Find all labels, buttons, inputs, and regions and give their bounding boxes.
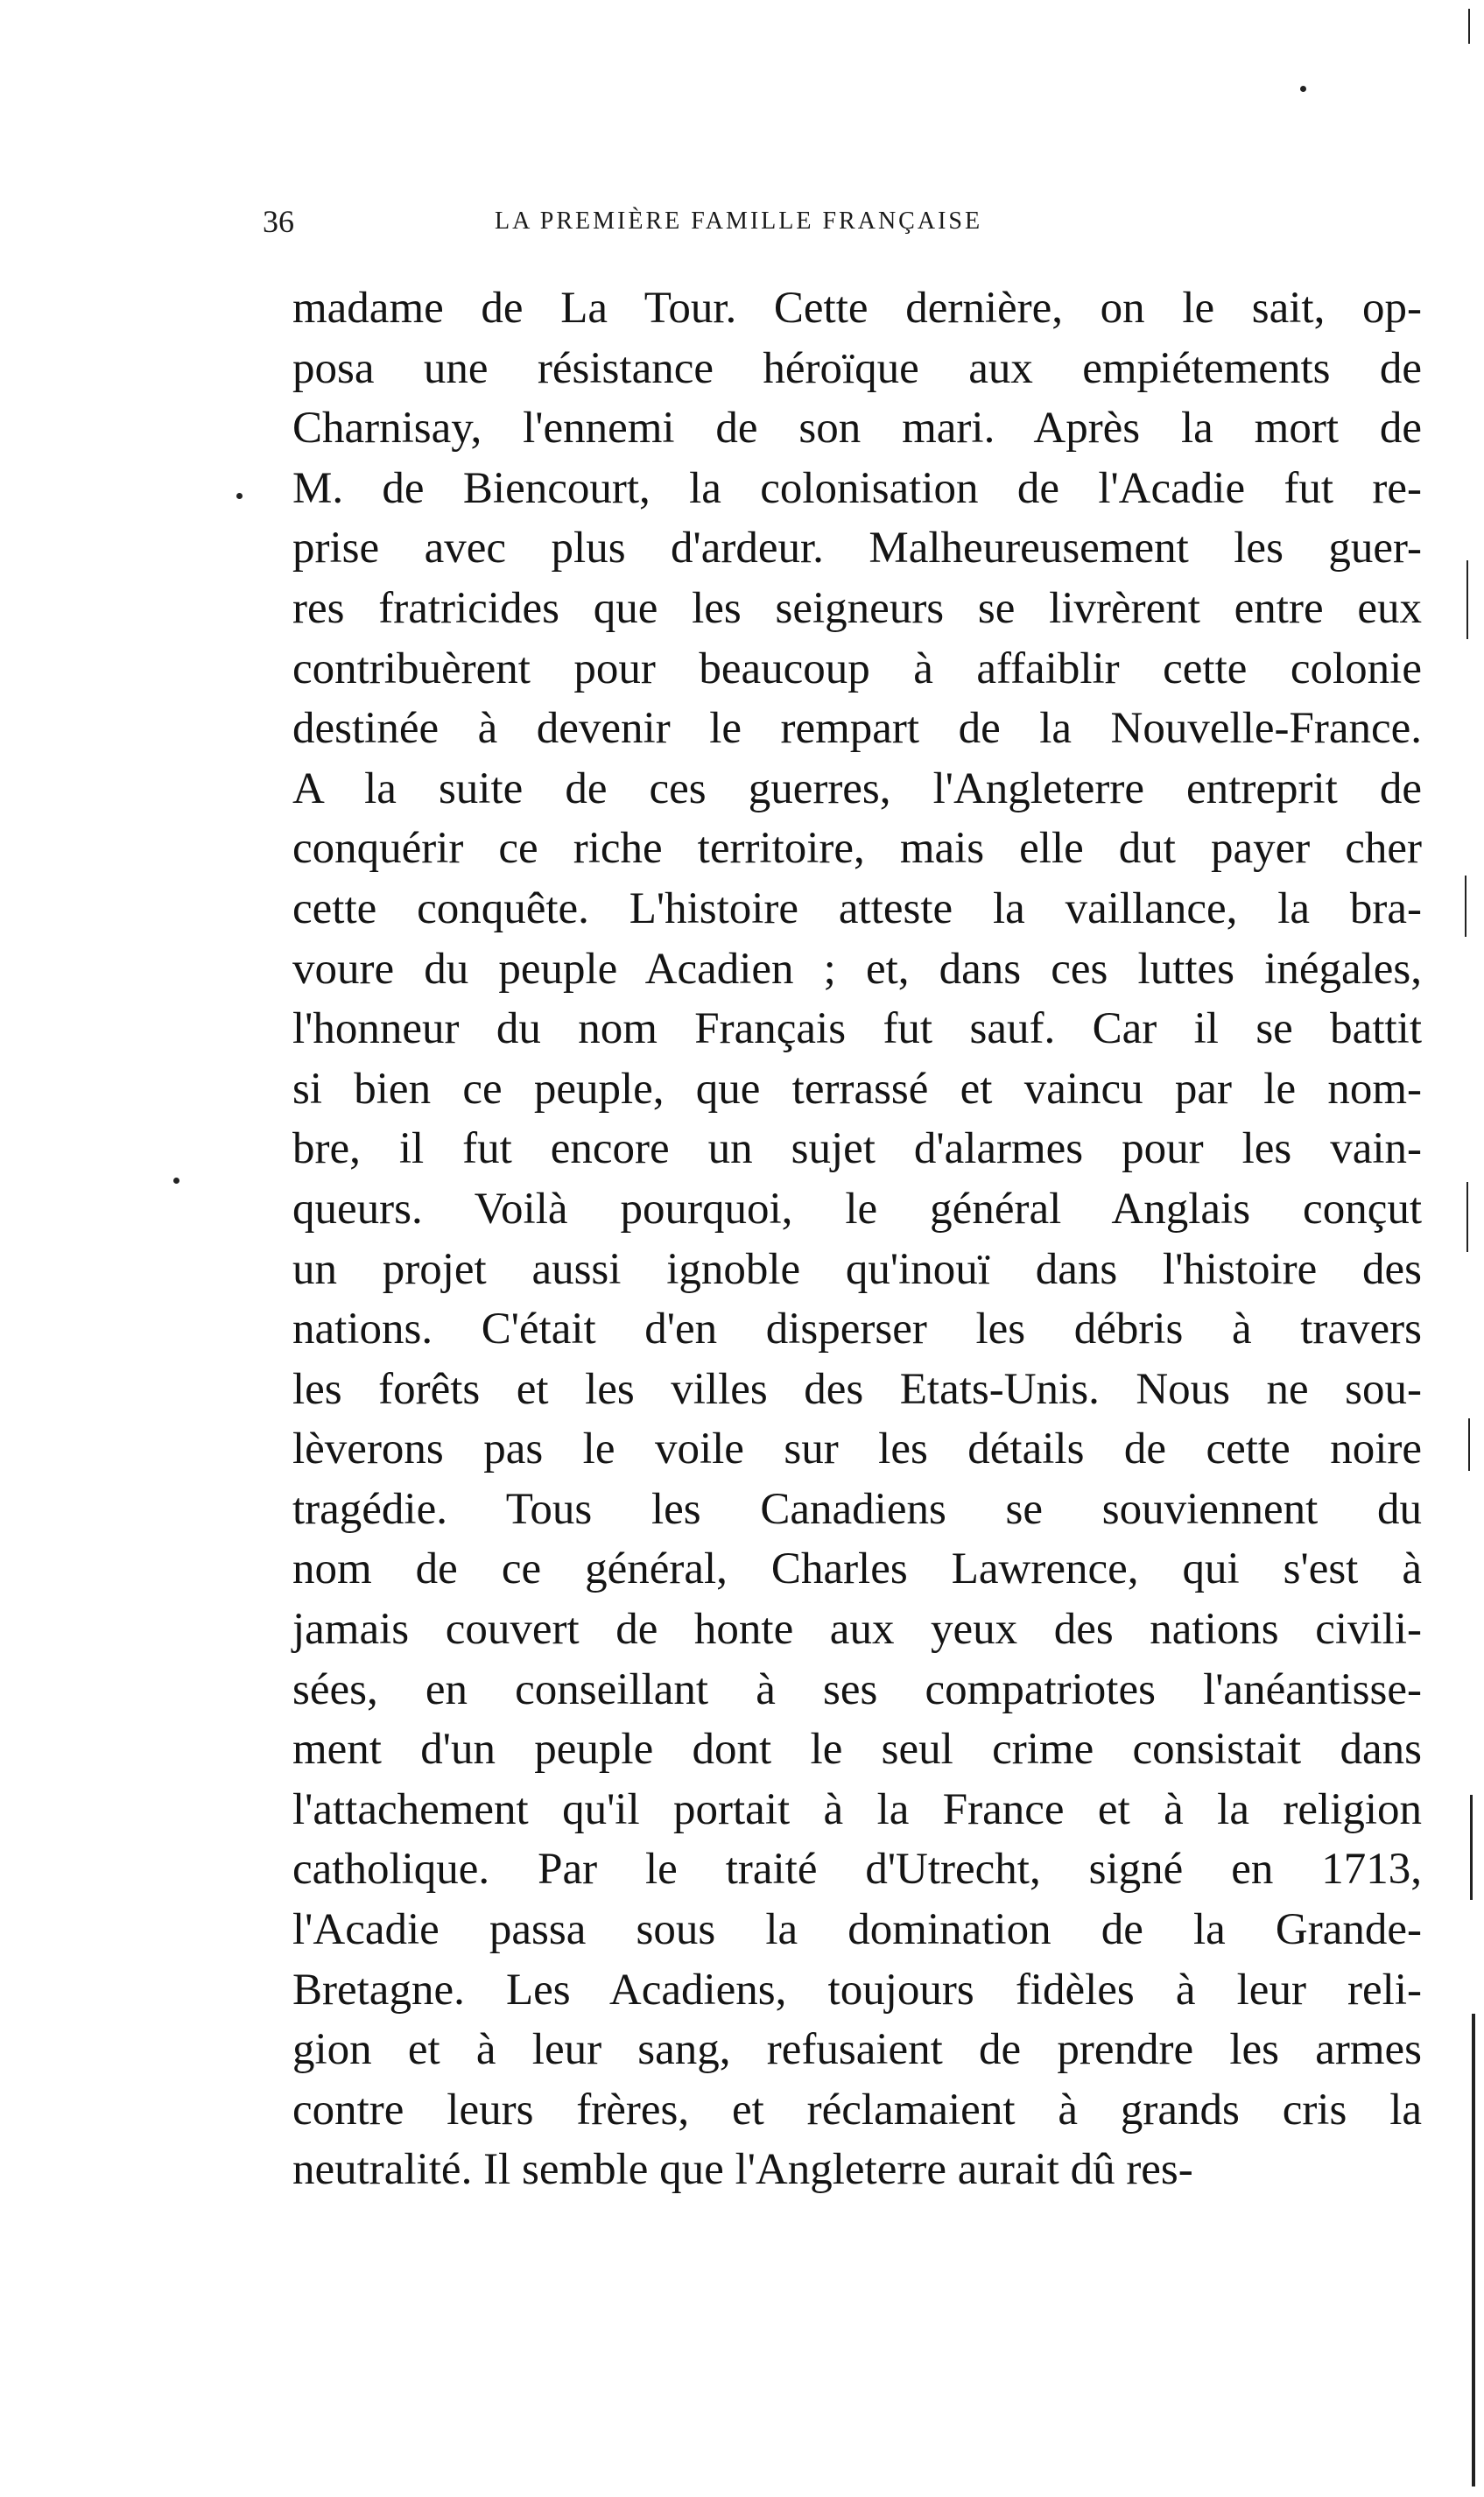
text-line: ment d'un peuple dont le seul crime consistait dans [292,1725,1422,1775]
text-line: Bretagne. Les Acadiens, toujours fidèles à leur reli- [292,1965,1422,2015]
edge-mark [1466,1182,1468,1252]
stray-dot [1300,86,1306,92]
text-line: tragédie. Tous les Canadiens se souviennent du [292,1484,1422,1534]
text-line: conquérir ce riche territoire, mais elle dut payer cher [292,824,1422,874]
page-number: 36 [263,204,294,239]
text-line: l'attachement qu'il portait à la France et à la religion [292,1784,1422,1834]
text-line: queurs. Voilà pourquoi, le général Anglais conçut [292,1184,1422,1234]
binding-edge-marks [1449,0,1484,2497]
text-line: posa une résistance héroïque aux empiétements de [292,343,1422,393]
text-line: jamais couvert de honte aux yeux des nations civili- [292,1605,1422,1655]
text-line: nations. C'était d'en disperser les débris à travers [292,1305,1422,1354]
running-head [263,200,1436,243]
text-line: gion et à leur sang, refusaient de prendre les armes [292,2025,1422,2075]
text-line: lèverons pas le voile sur les détails de cette noire [292,1424,1422,1474]
text-line: l'honneur du nom Français fut sauf. Car il se battit [292,1004,1422,1054]
edge-mark [1468,9,1470,44]
body-text [292,278,1422,2200]
edge-mark [1472,2014,1475,2486]
text-line: A la suite de ces guerres, l'Angleterre entreprit de [292,763,1422,813]
edge-mark [1470,1795,1473,1900]
text-line: sées, en conseillant à ses compatriotes l'anéantisse- [292,1664,1422,1714]
text-line: destinée à devenir le rempart de la Nouvelle-France. [292,704,1422,754]
text-line: cette conquête. L'histoire atteste la vaillance, la bra- [292,883,1422,933]
text-line: bre, il fut encore un sujet d'alarmes pour les vain- [292,1124,1422,1174]
text-line: nom de ce général, Charles Lawrence, qui s'est à [292,1544,1422,1594]
text-line: les forêts et les villes des Etats-Unis. Nous ne sou- [292,1364,1422,1414]
stray-dot [173,1178,179,1184]
text-line: contre leurs frères, et réclamaient à grands cris la [292,2085,1422,2135]
edge-mark [1465,876,1466,937]
running-title: LA PREMIÈRE FAMILLE FRANÇAISE [495,207,983,235]
text-line: Charnisay, l'ennemi de son mari. Après la mort de [292,404,1422,454]
text-line: l'Acadie passa sous la domination de la Grande- [292,1905,1422,1955]
text-line: M. de Biencourt, la colonisation de l'Acadie fut re- [292,463,1422,513]
text-line: contribuèrent pour beaucoup à affaiblir cette colonie [292,644,1422,693]
stray-dot [236,493,243,499]
text-line: catholique. Par le traité d'Utrecht, signé en 1713, [292,1845,1422,1895]
text-line: voure du peuple Acadien ; et, dans ces luttes inégales, [292,944,1422,994]
text-line: neutralité. Il semble que l'Angleterre aurait dû res- [292,2145,1193,2195]
text-line: madame de La Tour. Cette dernière, on le sait, op- [292,284,1422,333]
edge-mark [1466,560,1468,639]
text-line: si bien ce peuple, que terrassé et vaincu par le nom- [292,1064,1422,1114]
edge-mark [1468,1418,1470,1471]
text-line: prise avec plus d'ardeur. Malheureusement les guer- [292,524,1422,573]
text-line: un projet aussi ignoble qu'inouï dans l'histoire des [292,1244,1422,1294]
text-line: res fratricides que les seigneurs se livrèrent entre eux [292,583,1422,633]
